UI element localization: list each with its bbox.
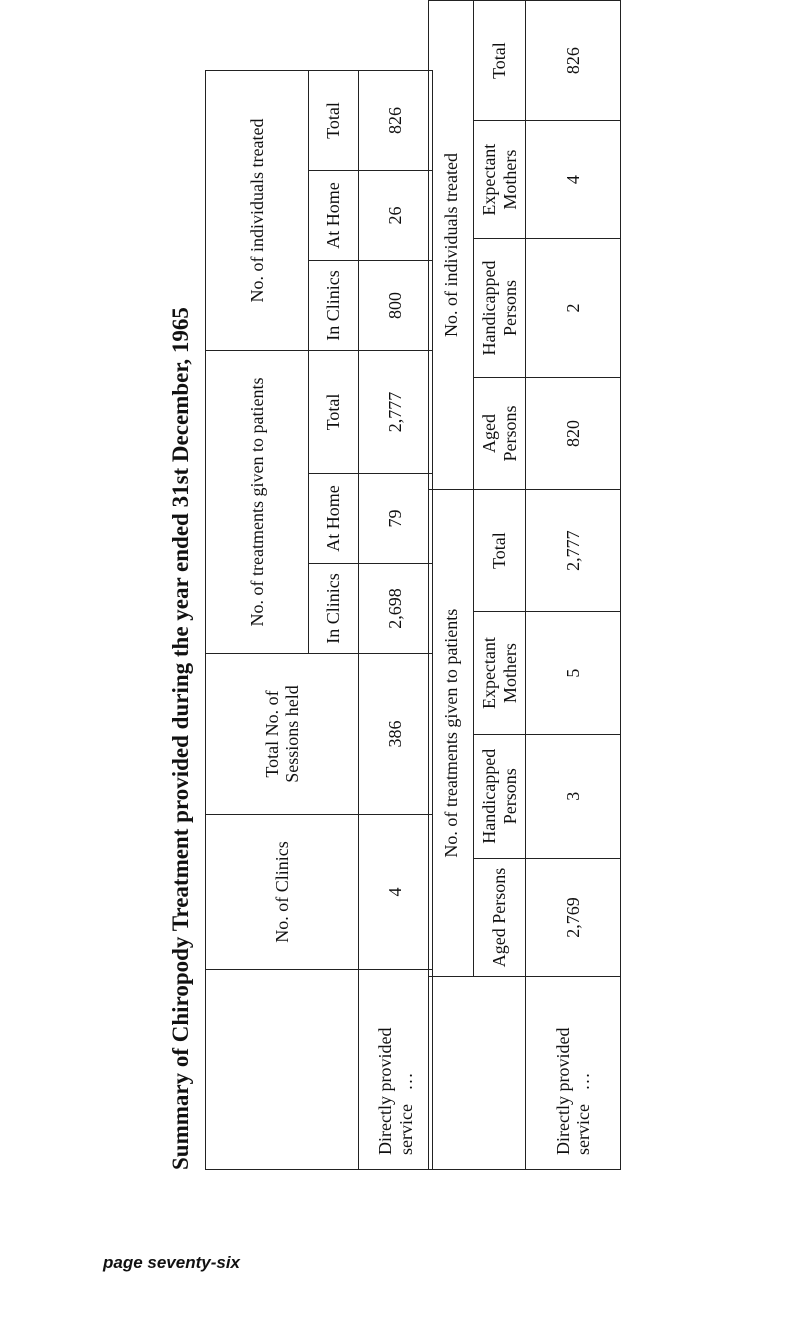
value2-ind-expectant: 4 [526,121,621,239]
header2-individuals-group: No. of individuals treated [429,1,474,490]
row-label-text: Directly provided service [375,1027,416,1155]
subheader-ind-at-home: At Home [309,171,359,261]
subheader2-treat-expectant: Expectant Mothers [474,612,526,734]
subheader2-ind-handicapped: Handicapped Persons [474,239,526,378]
subheader-treat-total: Total [309,351,359,474]
value-sessions: 386 [359,654,433,815]
table1-data-row [359,71,433,1170]
subheader-treat-in-clinics: In Clinics [309,564,359,654]
summary-table-by-location [205,70,433,1170]
value2-treat-expectant: 5 [526,612,621,734]
subheader2-treat-total: Total [474,490,526,612]
value-ind-in-clinics: 800 [359,261,433,351]
value-treat-at-home: 79 [359,474,433,564]
summary-table-by-category [428,0,621,1170]
table1-corner-cell [206,970,359,1170]
table2-corner-cell [429,977,526,1170]
header2-treatments-group: No. of treatments given to patients [429,490,474,977]
row2-label-text: Directly provided service [552,1027,593,1155]
value-clinics: 4 [359,815,433,970]
leader-dots: … [395,1072,416,1091]
header-total-sessions: Total No. of Sessions held [206,654,359,815]
row-label [359,970,433,1170]
header-individuals-group: No. of individuals treated [206,71,309,351]
header-no-of-clinics: No. of Clinics [206,815,359,970]
subheader2-ind-aged: Aged Persons [474,377,526,489]
table2-data-row [526,1,621,1170]
subheader2-treat-aged: Aged Persons [474,858,526,977]
table1-header-row [206,71,309,1170]
leader-dots-2: … [573,1072,593,1091]
page-title: Summary of Chiropody Treatment provided during the year ended 31st December, 1965 [168,307,193,1170]
row2-label [526,977,621,1170]
value2-treat-handicapped: 3 [526,734,621,858]
value-ind-at-home: 26 [359,171,433,261]
value-ind-total: 826 [359,71,433,171]
value2-ind-handicapped: 2 [526,239,621,378]
header-treatments-group: No. of treatments given to patients [206,351,309,654]
subheader2-ind-total: Total [474,1,526,121]
value-treat-in-clinics: 2,698 [359,564,433,654]
table2-header-row [429,1,474,1170]
value2-ind-aged: 820 [526,377,621,489]
value2-treat-aged: 2,769 [526,858,621,977]
subheader-ind-in-clinics: In Clinics [309,261,359,351]
subheader2-treat-handicapped: Handicapped Persons [474,734,526,858]
subheader-treat-at-home: At Home [309,474,359,564]
value2-treat-total: 2,777 [526,490,621,612]
value2-ind-total: 826 [526,1,621,121]
subheader-ind-total: Total [309,71,359,171]
subheader2-ind-expectant: Expectant Mothers [474,121,526,239]
page-footer: page seventy-six [103,1253,241,1272]
value-treat-total: 2,777 [359,351,433,474]
